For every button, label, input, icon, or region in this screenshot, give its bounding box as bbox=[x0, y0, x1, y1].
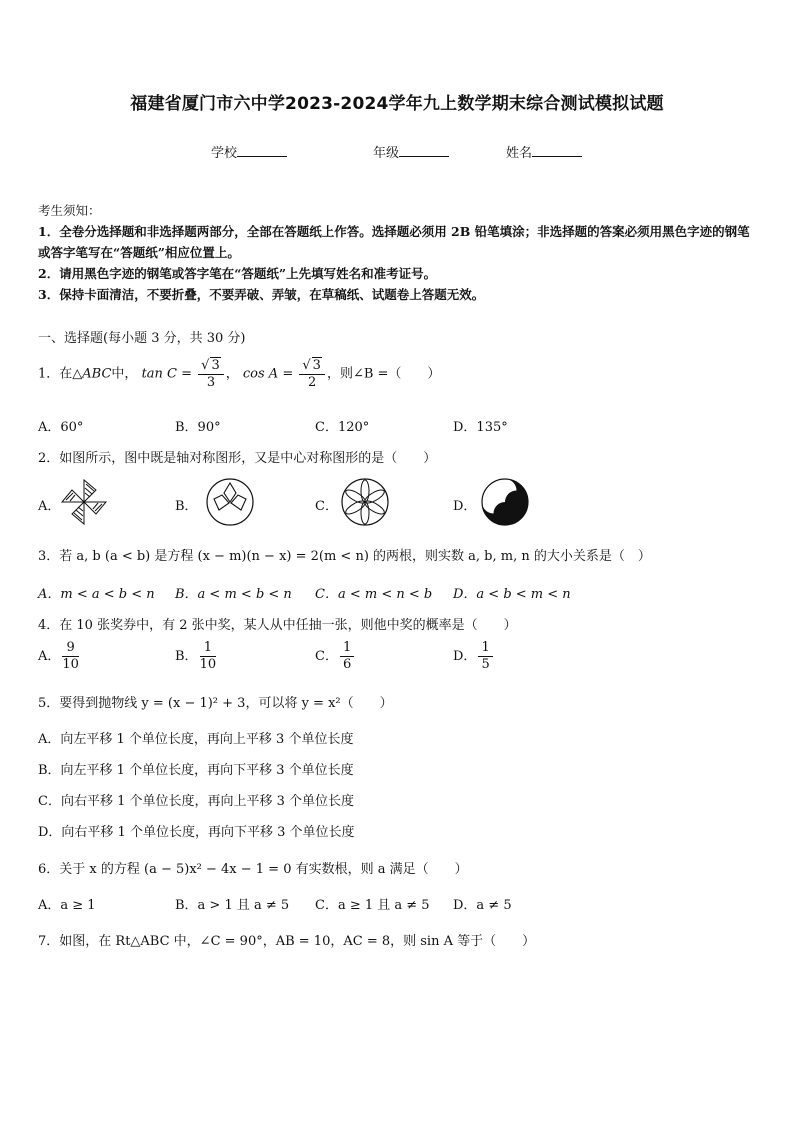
q3-option-a: A．m < a < b < n bbox=[38, 587, 155, 602]
q6-option-a: A．a ≥ 1 bbox=[38, 898, 96, 913]
q3-option-d: D．a < b < m < n bbox=[453, 587, 571, 602]
petal-circle-figure bbox=[340, 477, 390, 527]
question-2: 2．如图所示，图中既是轴对称图形，又是中心对称图形的是（ ） bbox=[38, 451, 437, 466]
q4-option-c-label: C． bbox=[315, 649, 338, 664]
question-1: 1．在△ABC中， tan C = $\frac{√ 3}{3}$ ， cos A = $\frac{√ 3}{2}$ ，则∠B =（ ） bbox=[38, 358, 441, 390]
numerator: 1 bbox=[200, 640, 217, 657]
question-7: 7．如图，在 Rt△ABC 中，∠C = 90°，AB = 10，AC = 8，则 sin A 等于（ ） bbox=[38, 934, 536, 949]
three-triangles-figure bbox=[205, 477, 255, 527]
sqrt-radicand: 3 bbox=[211, 358, 220, 373]
question-3: 3．若 a, b (a < b) 是方程 (x − m)(n − x) = 2(m < n) 的两根，则实数 a, b, m, n 的大小关系是（ ） bbox=[38, 549, 651, 564]
denominator: 10 bbox=[199, 657, 217, 672]
grade-blank bbox=[399, 144, 449, 157]
q4-option-a bbox=[38, 640, 81, 673]
notice-item-2: 2．请用黑色字迹的钢笔或答字笔在“答题纸”上先填写姓名和准考证号。 bbox=[38, 266, 437, 281]
q4-option-d-label: D． bbox=[453, 649, 477, 664]
q2-label-b: B． bbox=[175, 499, 198, 514]
q6-option-c: C．a ≥ 1 且 a ≠ 5 bbox=[315, 898, 430, 913]
pinwheel-figure bbox=[60, 476, 108, 528]
q1-cos-denominator: 2 bbox=[308, 375, 317, 390]
q4-option-b-label: B． bbox=[175, 649, 198, 664]
q1-mid: 中， bbox=[111, 366, 138, 382]
q4-option-d-fraction bbox=[478, 640, 492, 673]
name-blank bbox=[532, 144, 582, 157]
grade-label: 年级 bbox=[373, 146, 400, 161]
q3-option-c: C．a < m < n < b bbox=[315, 587, 433, 602]
name-label: 姓名 bbox=[506, 146, 533, 161]
q1-tail: ，则∠B =（ ） bbox=[326, 366, 441, 382]
notice-item-3: 3．保持卡面清洁，不要折叠，不要弄破、弄皱，在草稿纸、试题卷上答题无效。 bbox=[38, 287, 485, 302]
q5-option-a: A．向左平移 1 个单位长度，再向上平移 3 个单位长度 bbox=[38, 732, 354, 747]
denominator: 5 bbox=[481, 657, 490, 672]
school-field bbox=[211, 142, 287, 161]
q1-option-d: D．135° bbox=[453, 420, 508, 435]
q1-triangle: △ABC bbox=[72, 366, 112, 382]
numerator: 1 bbox=[340, 640, 354, 657]
q3-option-b: B．a < m < b < n bbox=[175, 587, 292, 602]
notice-heading: 考生须知： bbox=[38, 203, 101, 218]
grade-field bbox=[373, 142, 449, 161]
q6-option-d: D．a ≠ 5 bbox=[453, 898, 512, 913]
school-blank bbox=[237, 144, 287, 157]
question-6: 6．关于 x 的方程 (a − 5)x² − 4x − 1 = 0 有实数根，则 a 满足（ ） bbox=[38, 862, 468, 877]
numerator: 1 bbox=[478, 640, 492, 657]
q4-option-d bbox=[453, 640, 495, 673]
q2-label-d: D． bbox=[453, 499, 477, 514]
taiji-figure bbox=[480, 477, 530, 527]
denominator: 6 bbox=[342, 657, 352, 672]
q4-option-b bbox=[175, 640, 218, 673]
school-label: 学校 bbox=[211, 146, 238, 161]
q4-option-c bbox=[315, 640, 356, 673]
sqrt-radicand: 3 bbox=[312, 358, 321, 373]
q5-option-d: D．向右平移 1 个单位长度，再向下平移 3 个单位长度 bbox=[38, 825, 355, 840]
q1-tan-fraction bbox=[198, 357, 224, 391]
q2-label-c: C． bbox=[315, 499, 338, 514]
q1-option-b: B．90° bbox=[175, 420, 221, 435]
page-title: 福建省厦门市六中学2023-2024学年九上数学期末综合测试模拟试题 bbox=[130, 94, 664, 114]
q4-option-b-fraction bbox=[200, 640, 217, 673]
q1-option-a: A．60° bbox=[38, 420, 84, 435]
q1-option-c: C．120° bbox=[315, 420, 370, 435]
q1-tan-denominator: 3 bbox=[206, 375, 216, 390]
q1-tan: tan C = bbox=[141, 366, 193, 382]
q4-option-c-fraction bbox=[340, 640, 354, 673]
q1-prefix: 1．在 bbox=[38, 366, 73, 382]
q1-cos: cos A = bbox=[242, 366, 294, 382]
q6-option-b: B．a > 1 且 a ≠ 5 bbox=[175, 898, 290, 913]
section-heading: 一、选择题(每小题 3 分，共 30 分) bbox=[38, 331, 246, 346]
notice-item-1: 1．全卷分选择题和非选择题两部分，全部在答题纸上作答。选择题必须用 2B 铅笔填涂；非选择题的答案必须用黑色字迹的钢笔或答字笔写在“答题纸”相应位置上。 bbox=[38, 224, 750, 260]
question-5: 5．要得到抛物线 y = (x − 1)² + 3，可以将 y = x²（ ） bbox=[38, 696, 393, 711]
numerator: 9 bbox=[62, 640, 79, 657]
q4-option-a-fraction bbox=[62, 640, 79, 673]
q1-tan-numerator: √ 3 bbox=[198, 357, 224, 375]
q5-option-b: B．向左平移 1 个单位长度，再向下平移 3 个单位长度 bbox=[38, 763, 354, 778]
question-4: 4．在 10 张奖券中，有 2 张中奖，某人从中任抽一张，则他中奖的概率是（ ） bbox=[38, 618, 517, 633]
q1-cos-fraction bbox=[299, 357, 325, 391]
name-field bbox=[506, 142, 582, 161]
q4-option-a-label: A． bbox=[38, 649, 61, 664]
denominator: 10 bbox=[62, 657, 79, 672]
q5-option-c: C．向右平移 1 个单位长度，再向上平移 3 个单位长度 bbox=[38, 794, 355, 809]
q2-label-a: A． bbox=[38, 499, 61, 514]
q1-cos-numerator: √ 3 bbox=[299, 357, 325, 375]
